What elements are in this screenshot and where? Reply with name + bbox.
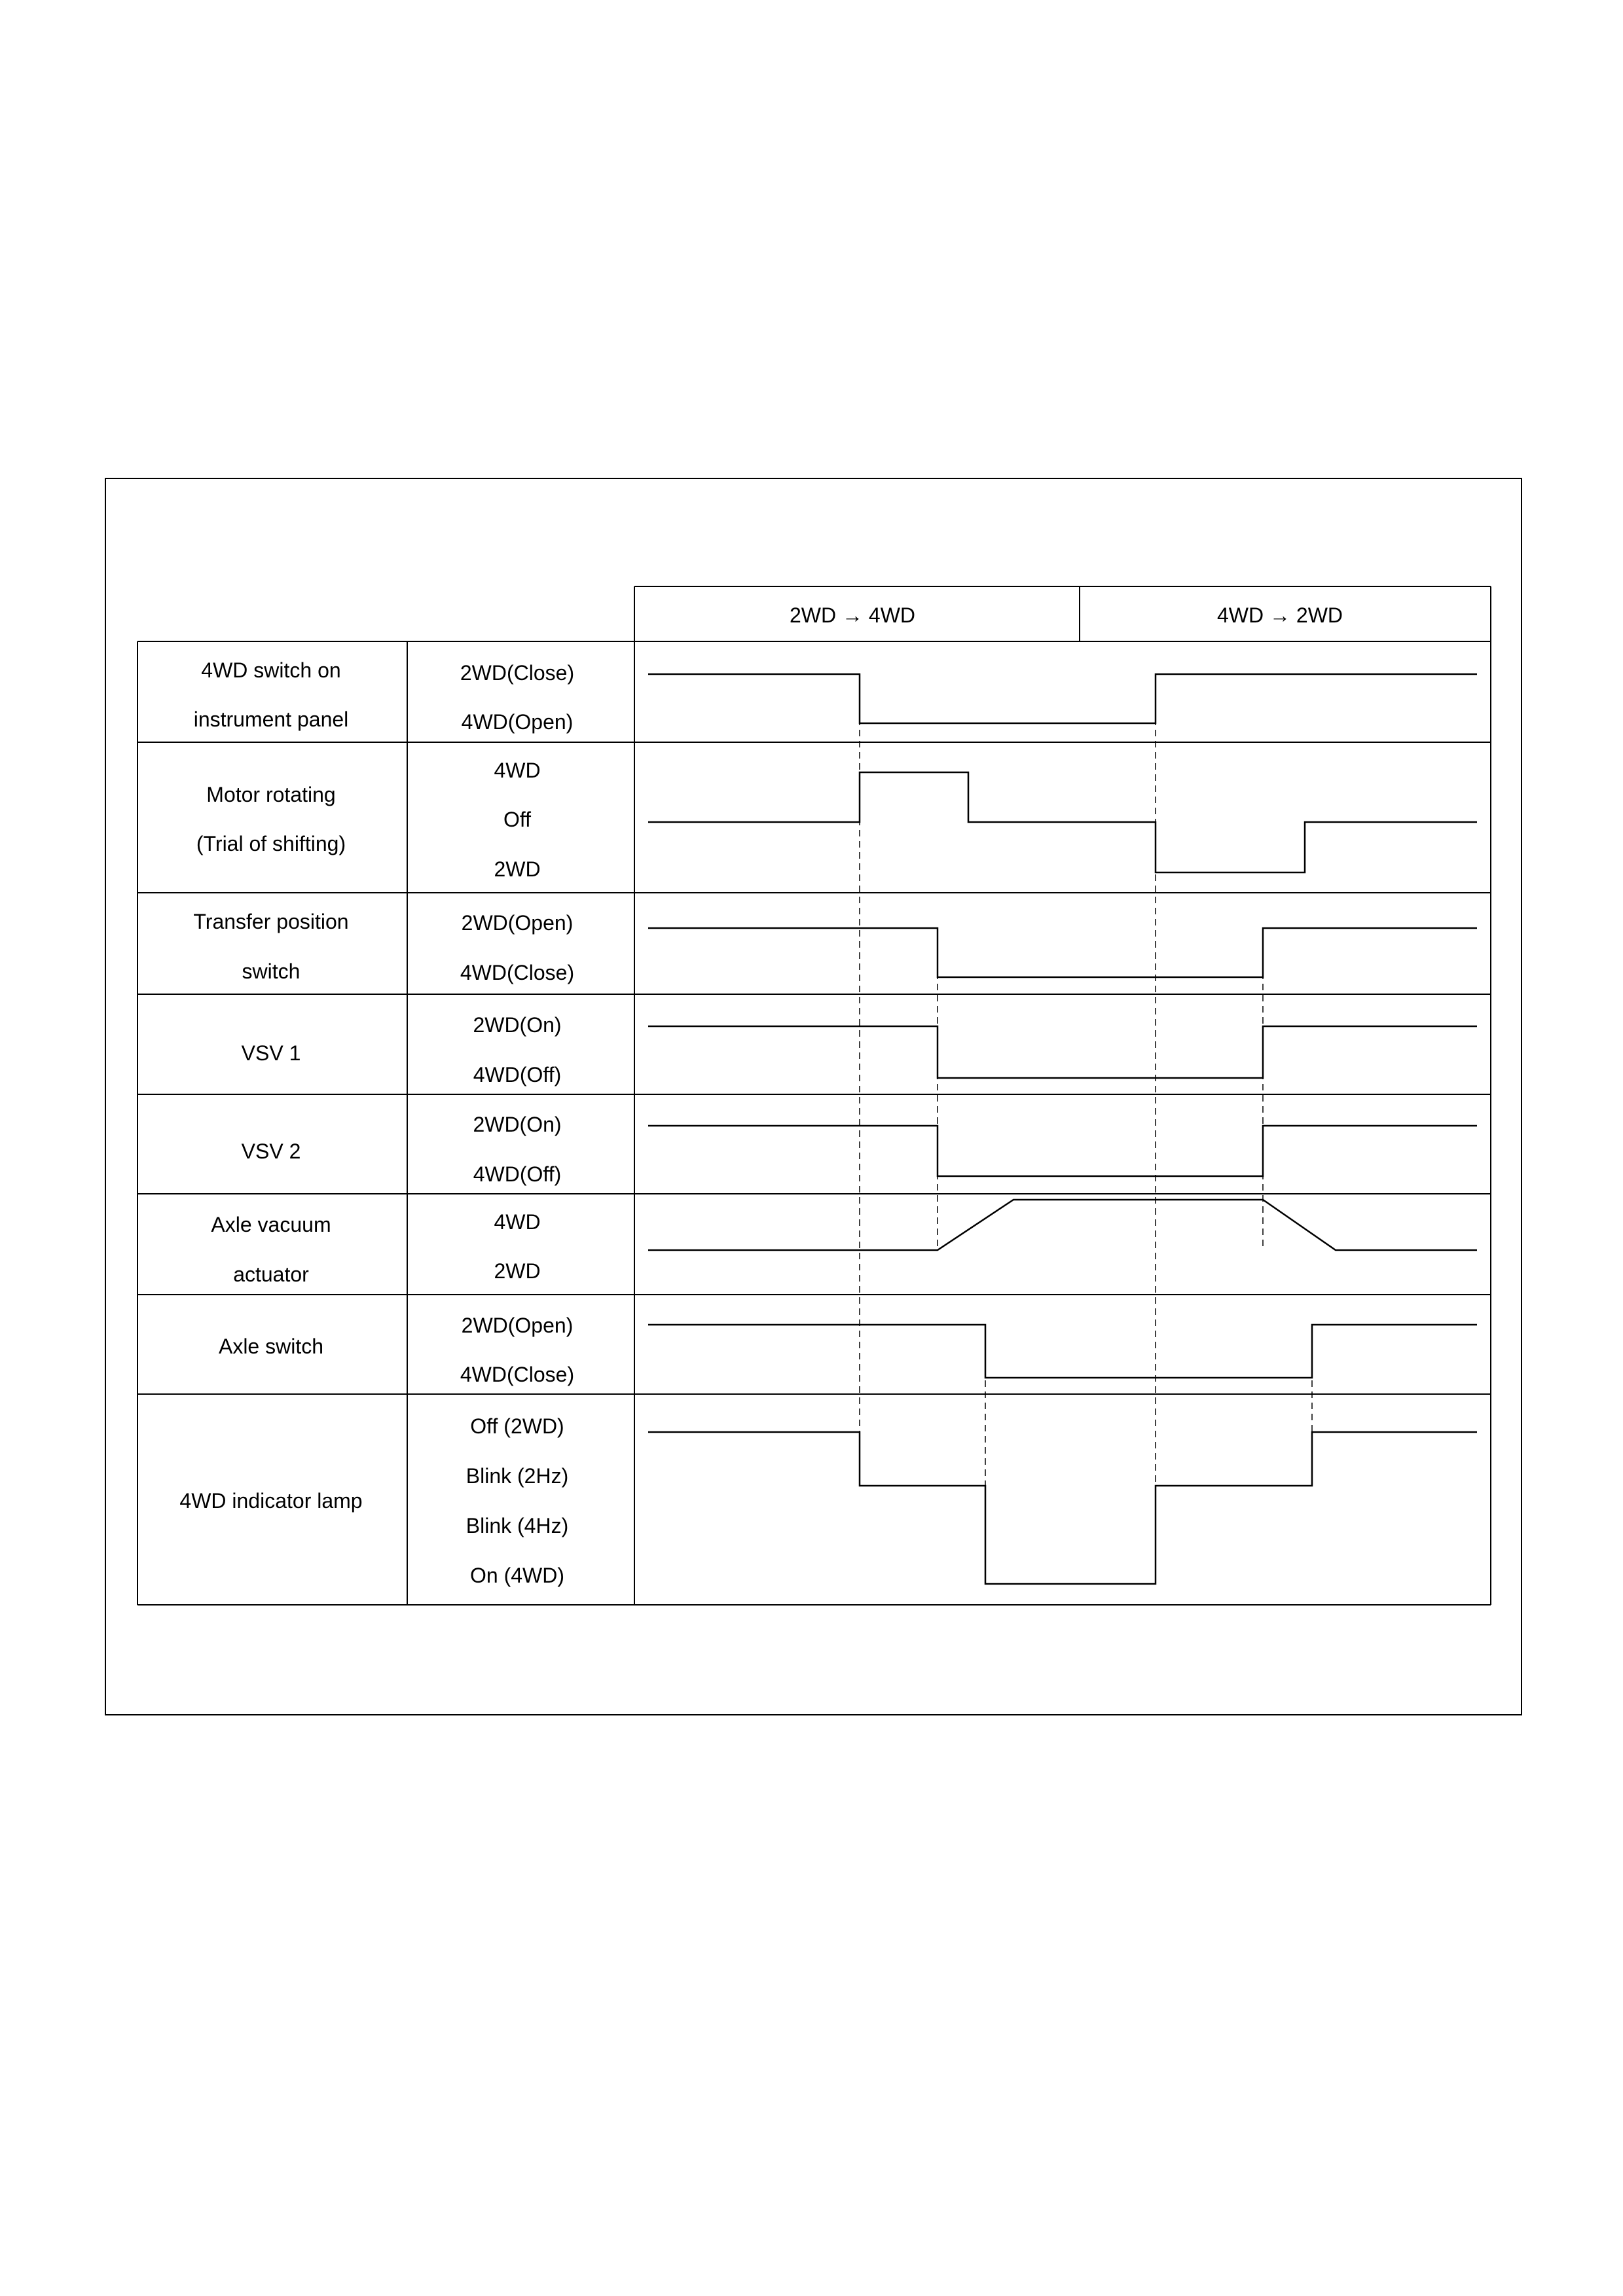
state-label: 2WD(On): [473, 1113, 562, 1136]
row-label-actuator-line2: actuator: [233, 1263, 309, 1286]
header-2wd-to-4wd: 2WD → 4WD: [790, 603, 915, 627]
state-label: 4WD: [494, 1210, 541, 1234]
state-label: 2WD: [494, 857, 541, 881]
state-label: 2WD(Open): [461, 1314, 574, 1337]
waveform-motor: [648, 772, 1477, 872]
waveform-axle-switch: [648, 1325, 1477, 1378]
waveform-vsv2: [648, 1126, 1477, 1176]
waveform-axle-actuator: [648, 1200, 1477, 1250]
waveform-transfer-switch: [648, 928, 1477, 977]
row-label-vsv1: VSV 1: [241, 1041, 301, 1065]
state-label: 2WD(Close): [460, 661, 575, 685]
state-label: 4WD(Close): [460, 1363, 575, 1386]
state-label: 4WD(Close): [460, 961, 575, 984]
row-label-transfer-line2: switch: [242, 960, 301, 983]
header-4wd-to-2wd: 4WD → 2WD: [1217, 603, 1343, 627]
state-label: Blink (2Hz): [465, 1464, 569, 1488]
row-label-motor-line1: Motor rotating: [206, 783, 336, 806]
event-markers: [860, 674, 1312, 1584]
waveform-indicator-lamp: [648, 1432, 1477, 1584]
row-label-4wd-switch-line1: 4WD switch on: [201, 658, 341, 682]
row-label-motor-line2: (Trial of shifting): [196, 832, 346, 855]
state-label: 4WD(Off): [473, 1162, 562, 1186]
state-label: 2WD(On): [473, 1013, 562, 1037]
row-label-indicator-lamp: 4WD indicator lamp: [179, 1489, 363, 1513]
state-label: 4WD(Off): [473, 1063, 562, 1086]
row-label-axle-switch: Axle switch: [218, 1335, 324, 1358]
state-label: 2WD(Open): [461, 911, 574, 935]
row-label-4wd-switch-line2: instrument panel: [193, 708, 349, 731]
state-label: On (4WD): [470, 1564, 564, 1587]
row-label-transfer-line1: Transfer position: [193, 910, 349, 933]
table-grid: [137, 586, 1491, 1605]
state-label: 2WD: [494, 1259, 541, 1283]
state-label: 4WD(Open): [461, 710, 574, 734]
state-label: Off: [503, 808, 532, 831]
state-label: Blink (4Hz): [465, 1514, 569, 1537]
state-label: Off (2WD): [470, 1414, 564, 1438]
row-label-vsv2: VSV 2: [241, 1139, 301, 1163]
waveform-vsv1: [648, 1026, 1477, 1078]
row-label-actuator-line1: Axle vacuum: [211, 1213, 331, 1236]
waveform-4wd-switch: [648, 674, 1477, 723]
state-label: 4WD: [494, 759, 541, 782]
waveforms: [648, 674, 1477, 1584]
